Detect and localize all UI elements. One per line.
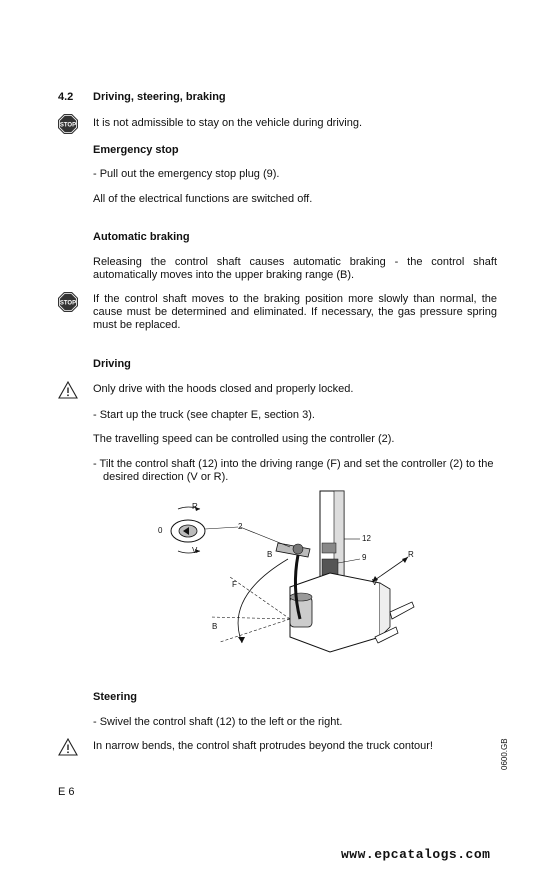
label-12: 12	[362, 534, 371, 543]
label-9: 9	[362, 553, 367, 562]
warning-note-text-2: In narrow bends, the control shaft protrudes beyond the truck contour!	[93, 740, 433, 752]
warning-triangle-icon	[58, 381, 78, 399]
label-v-bottom: V	[192, 546, 198, 555]
driving-step-1: - Start up the truck (see chapter E, section 3).	[93, 409, 315, 421]
driving-heading: Driving	[93, 358, 131, 370]
driving-speed-text: The travelling speed can be controlled using the controller (2).	[93, 433, 395, 445]
driving-step-2: - Tilt the control shaft (12) into the driving range (F) and set the controller (2) to the	[93, 458, 494, 470]
emergency-stop-step: - Pull out the emergency stop plug (9).	[93, 168, 280, 180]
emergency-stop-result: All of the electrical functions are switched off.	[93, 193, 313, 205]
truck-mast	[320, 491, 344, 585]
truck-body	[290, 573, 414, 652]
stop-sign-icon	[58, 114, 78, 134]
page-number: E 6	[58, 786, 75, 798]
label-v-right: V	[372, 578, 378, 587]
warning-note-text-1: Only drive with the hoods closed and properly locked.	[93, 383, 354, 395]
svg-text:STOP: STOP	[59, 122, 77, 129]
automatic-braking-heading: Automatic braking	[93, 231, 190, 243]
label-r-right: R	[408, 550, 414, 559]
emergency-stop-heading: Emergency stop	[93, 144, 179, 156]
steering-heading: Steering	[93, 691, 138, 703]
label-r-top: R	[192, 502, 198, 511]
warning-triangle-icon	[58, 738, 78, 756]
truck-diagram	[150, 487, 440, 667]
section-title: Driving, steering, braking	[93, 91, 226, 103]
label-b-upper: B	[267, 550, 273, 559]
driving-step-2-continued: desired direction (V or R).	[103, 471, 229, 483]
section-number: 4.2	[58, 91, 74, 103]
stop-note-text-1: It is not admissible to stay on the vehicle during driving.	[93, 117, 363, 129]
document-code: 0600.GB	[500, 738, 509, 770]
website-url[interactable]: www.epcatalogs.com	[341, 847, 491, 862]
svg-text:STOP: STOP	[59, 300, 77, 307]
label-controller-2: 2	[238, 522, 243, 531]
label-zero: 0	[158, 526, 163, 535]
label-f: F	[232, 580, 237, 589]
automatic-braking-text: Releasing the control shaft causes automatic braking - the control shaft automatically moves into the upper braking range (B).	[93, 256, 497, 281]
steering-step: - Swivel the control shaft (12) to the left or the right.	[93, 716, 343, 728]
stop-sign-icon	[58, 292, 78, 312]
stop-note-text-2: If the control shaft moves to the braking position more slowly than normal, the cause must be determined and eliminated. If necessary, the gas pressure spring must be replaced.	[93, 293, 497, 331]
label-b-lower: B	[212, 622, 218, 631]
controller-inset	[171, 507, 238, 553]
